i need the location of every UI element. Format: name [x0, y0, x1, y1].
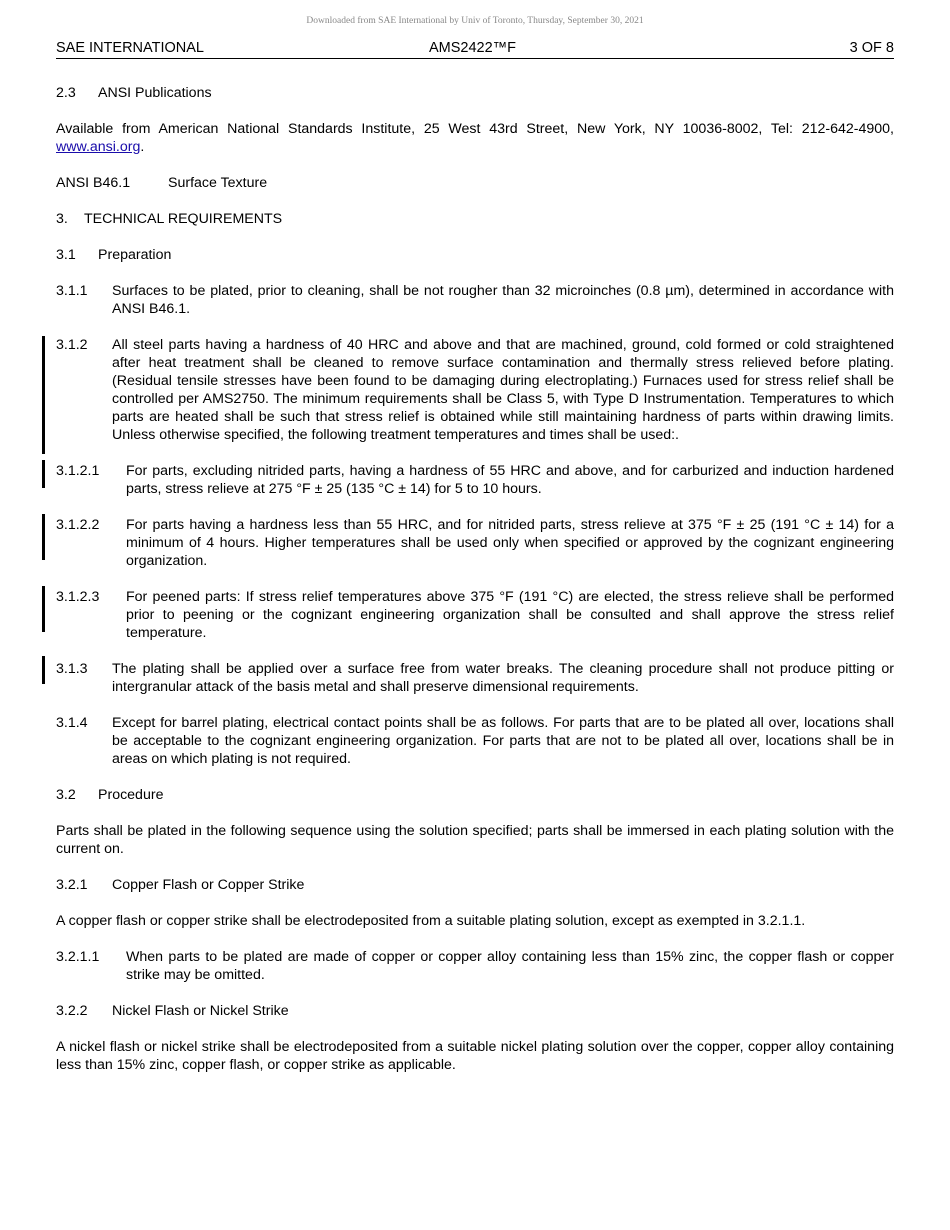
- clause-3-1-4: [56, 714, 894, 768]
- section-title: Copper Flash or Copper Strike: [112, 877, 305, 893]
- section-number: 3.: [56, 211, 68, 227]
- clause-text: Except for barrel plating, electrical contact points shall be as follows. For parts that are to be plated all over, locations shall be acceptable to the cognizant engineering organization. For parts that are not to be plated all over, locations shall be in areas on which plating is not required.: [112, 715, 894, 767]
- clause-3-1-2-2: [56, 516, 894, 570]
- section-title: Nickel Flash or Nickel Strike: [112, 1003, 289, 1019]
- clause-number: 3.2.1.1: [56, 949, 100, 965]
- section-number: 3.2.1: [56, 877, 88, 893]
- clause-number: 3.1.2.1: [56, 463, 100, 479]
- header-organization: SAE INTERNATIONAL: [56, 40, 204, 56]
- reference-title: Surface Texture: [168, 175, 268, 191]
- section-number: 2.3: [56, 85, 76, 101]
- ansi-availability-end: .: [140, 139, 145, 155]
- section-title: ANSI Publications: [98, 85, 212, 101]
- section-3-heading: [56, 210, 894, 228]
- clause-number: 3.1.2: [56, 337, 88, 353]
- change-bar: [42, 336, 45, 454]
- clause-text: Surfaces to be plated, prior to cleaning, shall be not rougher than 32 microinches (0.8 µm), determined in accordance with ANSI B46.1.: [112, 283, 894, 317]
- section-title: TECHNICAL REQUIREMENTS: [84, 211, 283, 227]
- clause-text: All steel parts having a hardness of 40 HRC and above and that are machined, ground, cold formed or cold straightened after heat treatment shall be cleaned to remove surface contamination and thermally stress relieved before plating. (Residual tensile stresses have been found to be damaging during electroplating.) Furnaces used for stress relief shall be controlled per AMS2750. The minimum requirements shall be Class 5, with Type D Instrumentation. Temperatures to which parts are heated shall be such that stress relief is obtained while still maintaining hardness of parts within drawing limits. Unless otherwise specified, the following treatment temperatures and times shall be used:.: [112, 337, 894, 443]
- clause-number: 3.1.3: [56, 661, 88, 677]
- section-number: 3.2.2: [56, 1003, 88, 1019]
- header-document-id: AMS2422™F: [429, 40, 517, 56]
- section-3-2-1-heading: [56, 876, 894, 894]
- clause-text: When parts to be plated are made of copper or copper alloy containing less than 15% zinc, the copper flash or copper strike may be omitted.: [126, 949, 894, 983]
- clause-number: 3.1.2.2: [56, 517, 100, 533]
- section-3-1-heading: [56, 246, 894, 264]
- clause-text: For peened parts: If stress relief temperatures above 375 °F (191 °C) are elected, the stress relieve shall be performed prior to peening or the cognizant engineering organization shall be consulted and shall approve the stress relief temperature.: [126, 589, 894, 641]
- section-3-2-heading: [56, 786, 894, 804]
- procedure-paragraph: Parts shall be plated in the following sequence using the solution specified; parts shall be immersed in each plating solution with the current on.: [56, 823, 894, 857]
- clause-3-1-2-3: [56, 588, 894, 642]
- download-watermark: Downloaded from SAE International by Univ of Toronto, Thursday, September 30, 2021: [306, 16, 644, 26]
- document-body: [56, 84, 894, 1092]
- change-bar: [42, 514, 45, 560]
- section-number: 3.2: [56, 787, 76, 803]
- section-3-2-2-heading: [56, 1002, 894, 1020]
- clause-number: 3.1.2.3: [56, 589, 100, 605]
- change-bar: [42, 656, 45, 684]
- ansi-availability-paragraph: [56, 120, 894, 156]
- section-2-3-heading: [56, 84, 894, 102]
- clause-3-2-1-1: [56, 948, 894, 984]
- change-bar: [42, 586, 45, 632]
- header-page-number: 3 OF 8: [849, 40, 894, 56]
- page-header: [56, 38, 894, 59]
- ansi-availability-text: Available from American National Standards Institute, 25 West 43rd Street, New York, NY 10036-8002, Tel: 212-642-4900,: [56, 121, 894, 137]
- clause-3-1-2-1: [56, 462, 894, 498]
- reference-number: ANSI B46.1: [56, 175, 131, 191]
- clause-number: 3.1.1: [56, 283, 88, 299]
- clause-3-1-2: [56, 336, 894, 444]
- section-title: Procedure: [98, 787, 164, 803]
- ansi-website-link[interactable]: www.ansi.org: [56, 139, 141, 155]
- clause-text: The plating shall be applied over a surface free from water breaks. The cleaning procedure shall not produce pitting or intergranular attack of the basis metal and shall preserve dimensional requirements.: [112, 661, 894, 695]
- clause-3-1-1: [56, 282, 894, 318]
- clause-3-1-3: [56, 660, 894, 696]
- section-title: Preparation: [98, 247, 172, 263]
- ansi-b46-reference: [56, 174, 894, 192]
- clause-number: 3.1.4: [56, 715, 88, 731]
- clause-text: For parts, excluding nitrided parts, having a hardness of 55 HRC and above, and for carburized and induction hardened parts, stress relieve at 275 °F ± 25 (135 °C ± 14) for 5 to 10 hours.: [126, 463, 894, 497]
- change-bar: [42, 460, 45, 488]
- section-number: 3.1: [56, 247, 76, 263]
- copper-strike-paragraph: A copper flash or copper strike shall be electrodeposited from a suitable plating solution, except as exempted in 3.2.1.1.: [56, 913, 806, 929]
- clause-text: For parts having a hardness less than 55 HRC, and for nitrided parts, stress relieve at 375 °F ± 25 (191 °C ± 14) for a minimum of 4 hours. Higher temperatures shall be used only when specified or approved by the cognizant engineering organization.: [126, 517, 894, 569]
- nickel-strike-paragraph: A nickel flash or nickel strike shall be electrodeposited from a suitable nickel plating solution over the copper, copper alloy containing less than 15% zinc, copper flash, or copper strike as applicable.: [56, 1039, 894, 1073]
